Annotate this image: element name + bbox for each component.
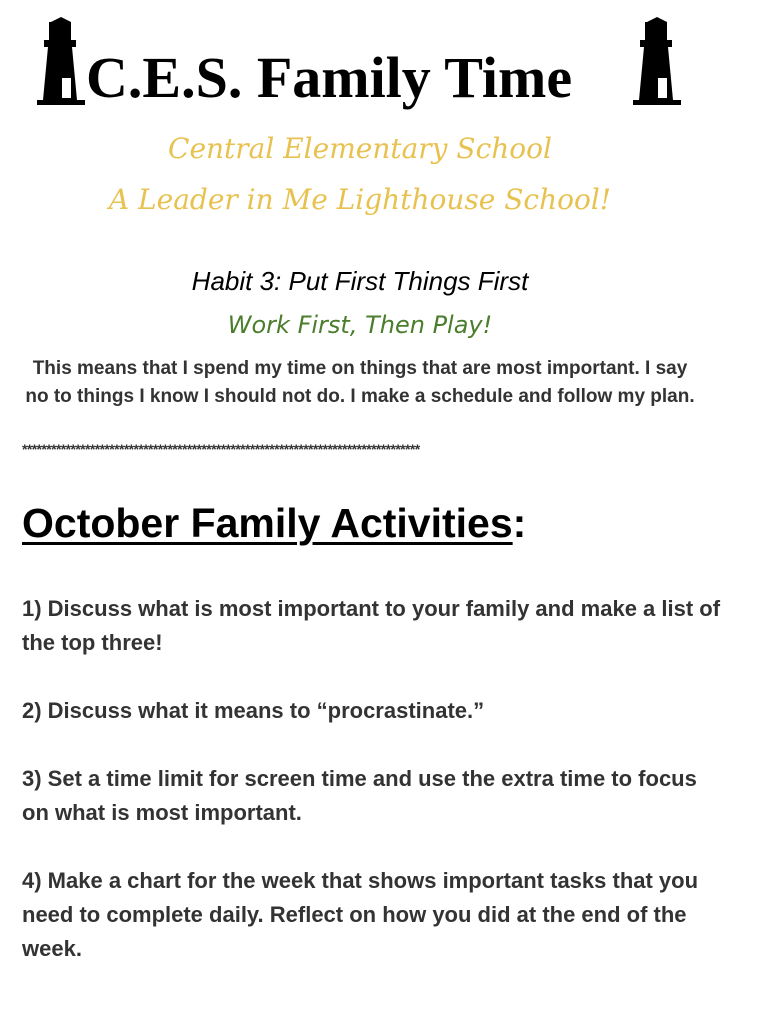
list-item: 2) Discuss what it means to “procrastinate.” [22,698,485,723]
title-row [0,12,782,112]
activities-heading-colon: : [512,500,527,546]
habit-motto: Work First, Then Play! [227,311,493,339]
habit-title: Habit 3: Put First Things First [191,266,529,296]
divider: ********************************************************************************** [22,441,420,457]
lighthouse-icon [35,16,87,108]
habit-description: This means that I spend my time on things that are most important. I say no to things I know I should not do. I make a schedule and follow my plan. [25,358,695,407]
activities-list [22,592,722,1000]
page-title: C.E.S. Family Time [86,45,573,110]
activities-heading-text: October Family Activities [22,500,513,546]
list-item: 4) Make a chart for the week that shows important tasks that you need to complete daily. Reflect on how you did at the end of the week. [22,868,699,961]
list-item: 1) Discuss what is most important to your family and make a list of the top three! [22,596,721,655]
school-tagline: A Leader in Me Lighthouse School! [108,183,612,216]
lighthouse-icon [631,16,683,108]
list-item: 3) Set a time limit for screen time and use the extra time to focus on what is most important. [22,766,697,825]
activities-heading [22,500,526,547]
school-name: Central Elementary School [168,132,552,165]
